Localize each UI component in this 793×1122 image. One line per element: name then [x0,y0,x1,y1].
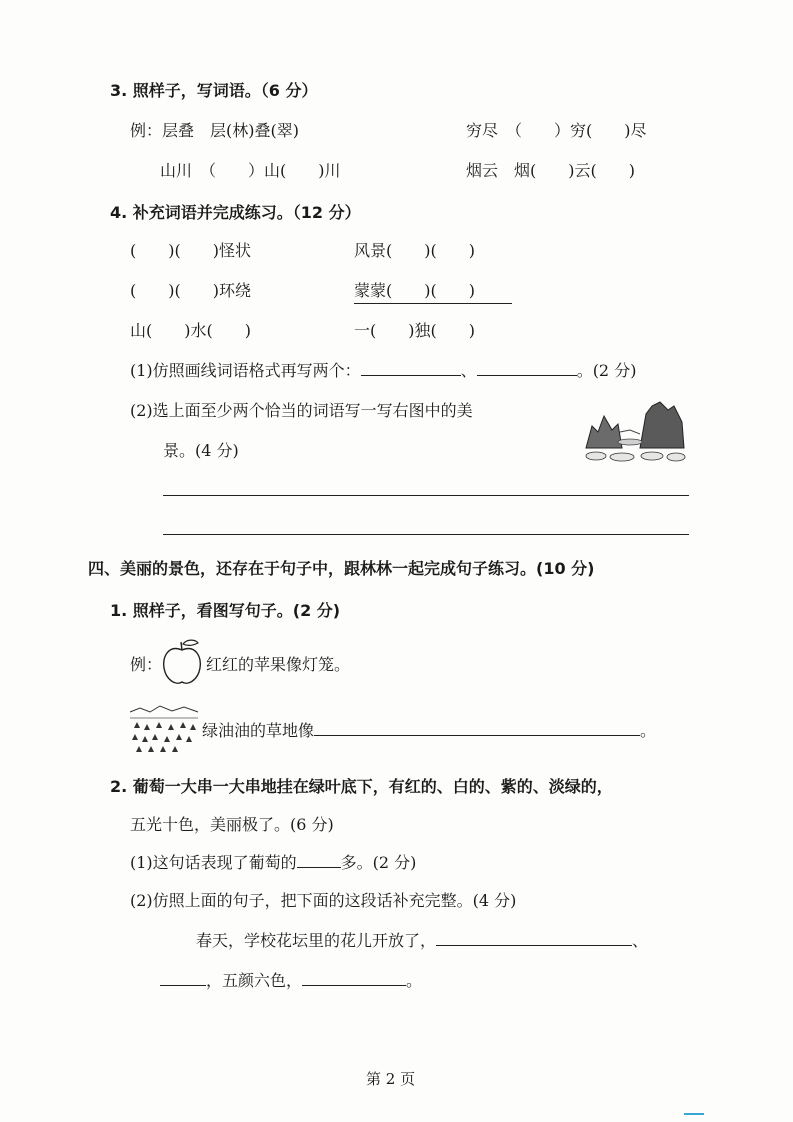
mountain-scenery-image [582,396,688,464]
q4-item-guaizhuang: ( )( )怪状 [130,241,251,260]
q4-item-shanshui: 山( )水( ) [130,321,251,340]
q3-example: 例：层叠 层(林)叠(翠) [130,121,299,140]
q4-title: 4. 补充词语并完成练习。（12 分） [110,203,361,222]
s4-q1-title: 1. 照样子，看图写句子。(2 分) [110,601,341,620]
spring-sentence-line2 [160,968,422,991]
separator: 、 [632,931,649,950]
answer-blank[interactable] [361,361,461,376]
spring-sentence-line1 [196,928,648,951]
grass-prompt: 绿油油的草地像 [202,721,315,740]
q4-item-huanrao: ( )( )环绕 [130,281,251,300]
s4-grass-sentence [202,718,656,741]
s4-q2-line1: 2. 葡萄一大串一大串地挂在绿叶底下，有红的、白的、紫的、淡绿的， [110,777,613,796]
period: 。 [640,721,657,740]
section4-title: 四、美丽的景色，还存在于句子中，跟林林一起完成句子练习。(10 分) [88,559,595,578]
q4-item-mengmeng-underlined: 蒙蒙( )( ) [354,278,512,304]
spring-end: 。 [406,971,423,990]
q4-sub1-score: 。(2 分) [576,361,637,380]
q3-title: 3. 照样子，写词语。（6 分） [110,81,318,100]
apple-icon [160,638,204,686]
q3-item-yanyun: 烟云 烟( )云( ) [466,161,635,180]
answer-blank[interactable] [297,853,341,868]
answer-blank[interactable] [477,361,577,376]
answer-blank[interactable] [436,931,632,946]
s4-example-label: 例： [130,655,163,674]
s4-q2-sub2: (2)仿照上面的句子，把下面的这段话补充完整。(4 分) [130,891,517,910]
writing-line[interactable] [163,534,689,535]
q4-item-yidu: 一( )独( ) [354,321,475,340]
spring-prompt: 春天，学校花坛里的花儿开放了， [196,931,437,950]
answer-blank[interactable] [302,971,406,986]
q4-sub1-prompt: (1)仿照画线词语格式再写两个： [130,361,361,380]
answer-blank[interactable] [160,971,206,986]
q3-item-qiongjin: 穷尽 （ ）穷( )尽 [466,121,647,140]
answer-blank[interactable] [314,721,640,736]
corner-mark [684,1113,704,1115]
s4-q2-line2: 五光十色，美丽极了。(6 分) [130,815,334,834]
s4-example-sentence: 红红的苹果像灯笼。 [206,655,351,674]
sub1-suffix: 多。(2 分) [340,853,417,872]
writing-line[interactable] [163,495,689,496]
q4-sub2-line2: 景。(4 分) [163,441,239,460]
grassland-image [128,702,200,754]
s4-q2-sub1 [130,850,416,873]
q4-item-fengjing: 风景( )( ) [354,241,475,260]
separator: 、 [460,361,477,380]
page-number: 第 2 页 [366,1070,416,1088]
q3-item-shanchuan: 山川 （ ）山( )川 [160,161,341,180]
sub1-prompt: (1)这句话表现了葡萄的 [130,853,297,872]
spring-mid: ，五颜六色， [206,971,303,990]
q4-sub2-line1: (2)选上面至少两个恰当的词语写一写右图中的美 [130,401,473,420]
q4-sub1 [130,358,636,381]
